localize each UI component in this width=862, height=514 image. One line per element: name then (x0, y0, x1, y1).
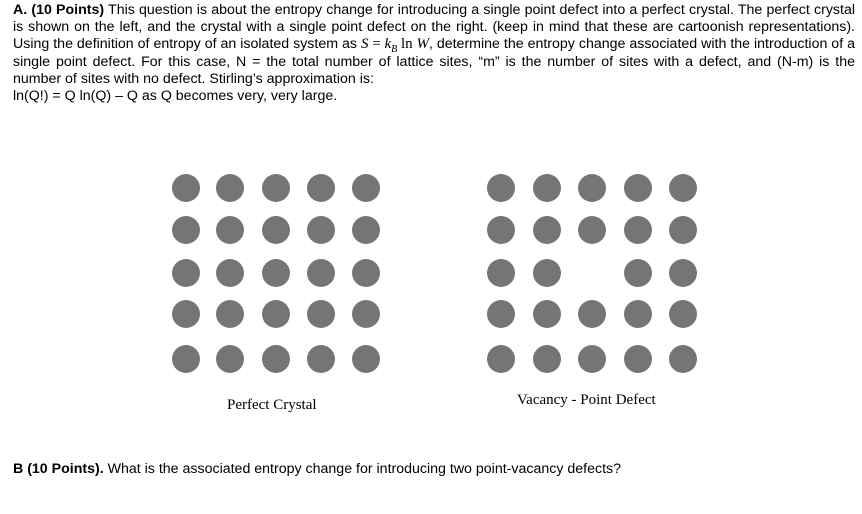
lattice-atom (669, 300, 697, 328)
lattice-atom (533, 300, 561, 328)
eq-ln: ln (397, 36, 417, 53)
lattice-atom (624, 174, 652, 202)
lattice-atom (352, 174, 380, 202)
vacancy-caption: Vacancy - Point Defect (517, 392, 656, 408)
eq-s: S (360, 36, 369, 53)
lattice-atom (669, 216, 697, 244)
eq-equals: = (368, 36, 385, 53)
lattice-atom (307, 174, 335, 202)
lattice-atom (624, 300, 652, 328)
part-a-label: A. (10 Points) (13, 2, 105, 18)
eq-k: k (384, 36, 392, 53)
part-a-text-1: This question is about the entropy change for introducing a single point defect into a perfect crystal. The perfect crystal is shown on the left, and the crystal with a single point defect on the right. (keep in mind that these are cartoonish representations). Using the definition of entropy of an isolated system as (13, 2, 855, 53)
lattice-atom (172, 300, 200, 328)
lattice-atom (669, 345, 697, 373)
lattice-atom (262, 300, 290, 328)
lattice-atom (307, 216, 335, 244)
lattice-atom (669, 174, 697, 202)
lattice-atom (533, 216, 561, 244)
part-b-text: What is the associated entropy change for introducing two point-vacancy defects? (103, 461, 622, 477)
lattice-atom (216, 259, 244, 287)
lattice-atom (307, 300, 335, 328)
lattice-atom (533, 174, 561, 202)
lattice-atom (352, 216, 380, 244)
lattice-atom (578, 345, 606, 373)
eq-w: W (416, 36, 429, 53)
part-b-label: B (10 Points). (13, 461, 104, 477)
lattice-atom (216, 216, 244, 244)
lattice-atom (624, 259, 652, 287)
lattice-atom (578, 174, 606, 202)
lattice-atom (216, 300, 244, 328)
lattice-atom (487, 259, 515, 287)
lattice-atom (352, 345, 380, 373)
stirling-approximation: ln(Q!) = Q ln(Q) – Q as Q becomes very, very large. (13, 88, 338, 105)
lattice-atom (578, 216, 606, 244)
lattice-atom (216, 345, 244, 373)
lattice-atom (533, 345, 561, 373)
perfect-crystal-caption: Perfect Crystal (227, 397, 317, 413)
lattice-atom (307, 259, 335, 287)
lattice-atom (487, 300, 515, 328)
lattice-atom (216, 174, 244, 202)
lattice-atom (172, 216, 200, 244)
lattice-atom (624, 345, 652, 373)
eq-k-sub: B (391, 44, 398, 56)
lattice-atom (262, 174, 290, 202)
lattice-atom (578, 300, 606, 328)
lattice-atom (307, 345, 335, 373)
lattice-atom (262, 345, 290, 373)
lattice-atom (669, 259, 697, 287)
lattice-atom (624, 216, 652, 244)
part-a-question (13, 2, 855, 105)
part-b-question (13, 461, 621, 478)
entropy-equation (360, 36, 429, 56)
lattice-atom (487, 345, 515, 373)
lattice-atom (352, 259, 380, 287)
lattice-atom (262, 259, 290, 287)
lattice-atom (172, 174, 200, 202)
lattice-atom (262, 216, 290, 244)
lattice-atom (172, 259, 200, 287)
lattice-atom (487, 216, 515, 244)
lattice-atom (172, 345, 200, 373)
lattice-atom (487, 174, 515, 202)
lattice-atom (533, 259, 561, 287)
lattice-atom (352, 300, 380, 328)
part-a-text-2: , determine the entropy change associated with the introduction of a single point defect. For this case, N = the total number of lattice sites, “m” is the number of sites with a defect, and (N-m) is the number of sites with no defect. Stirling’s approximation is: (13, 36, 855, 87)
